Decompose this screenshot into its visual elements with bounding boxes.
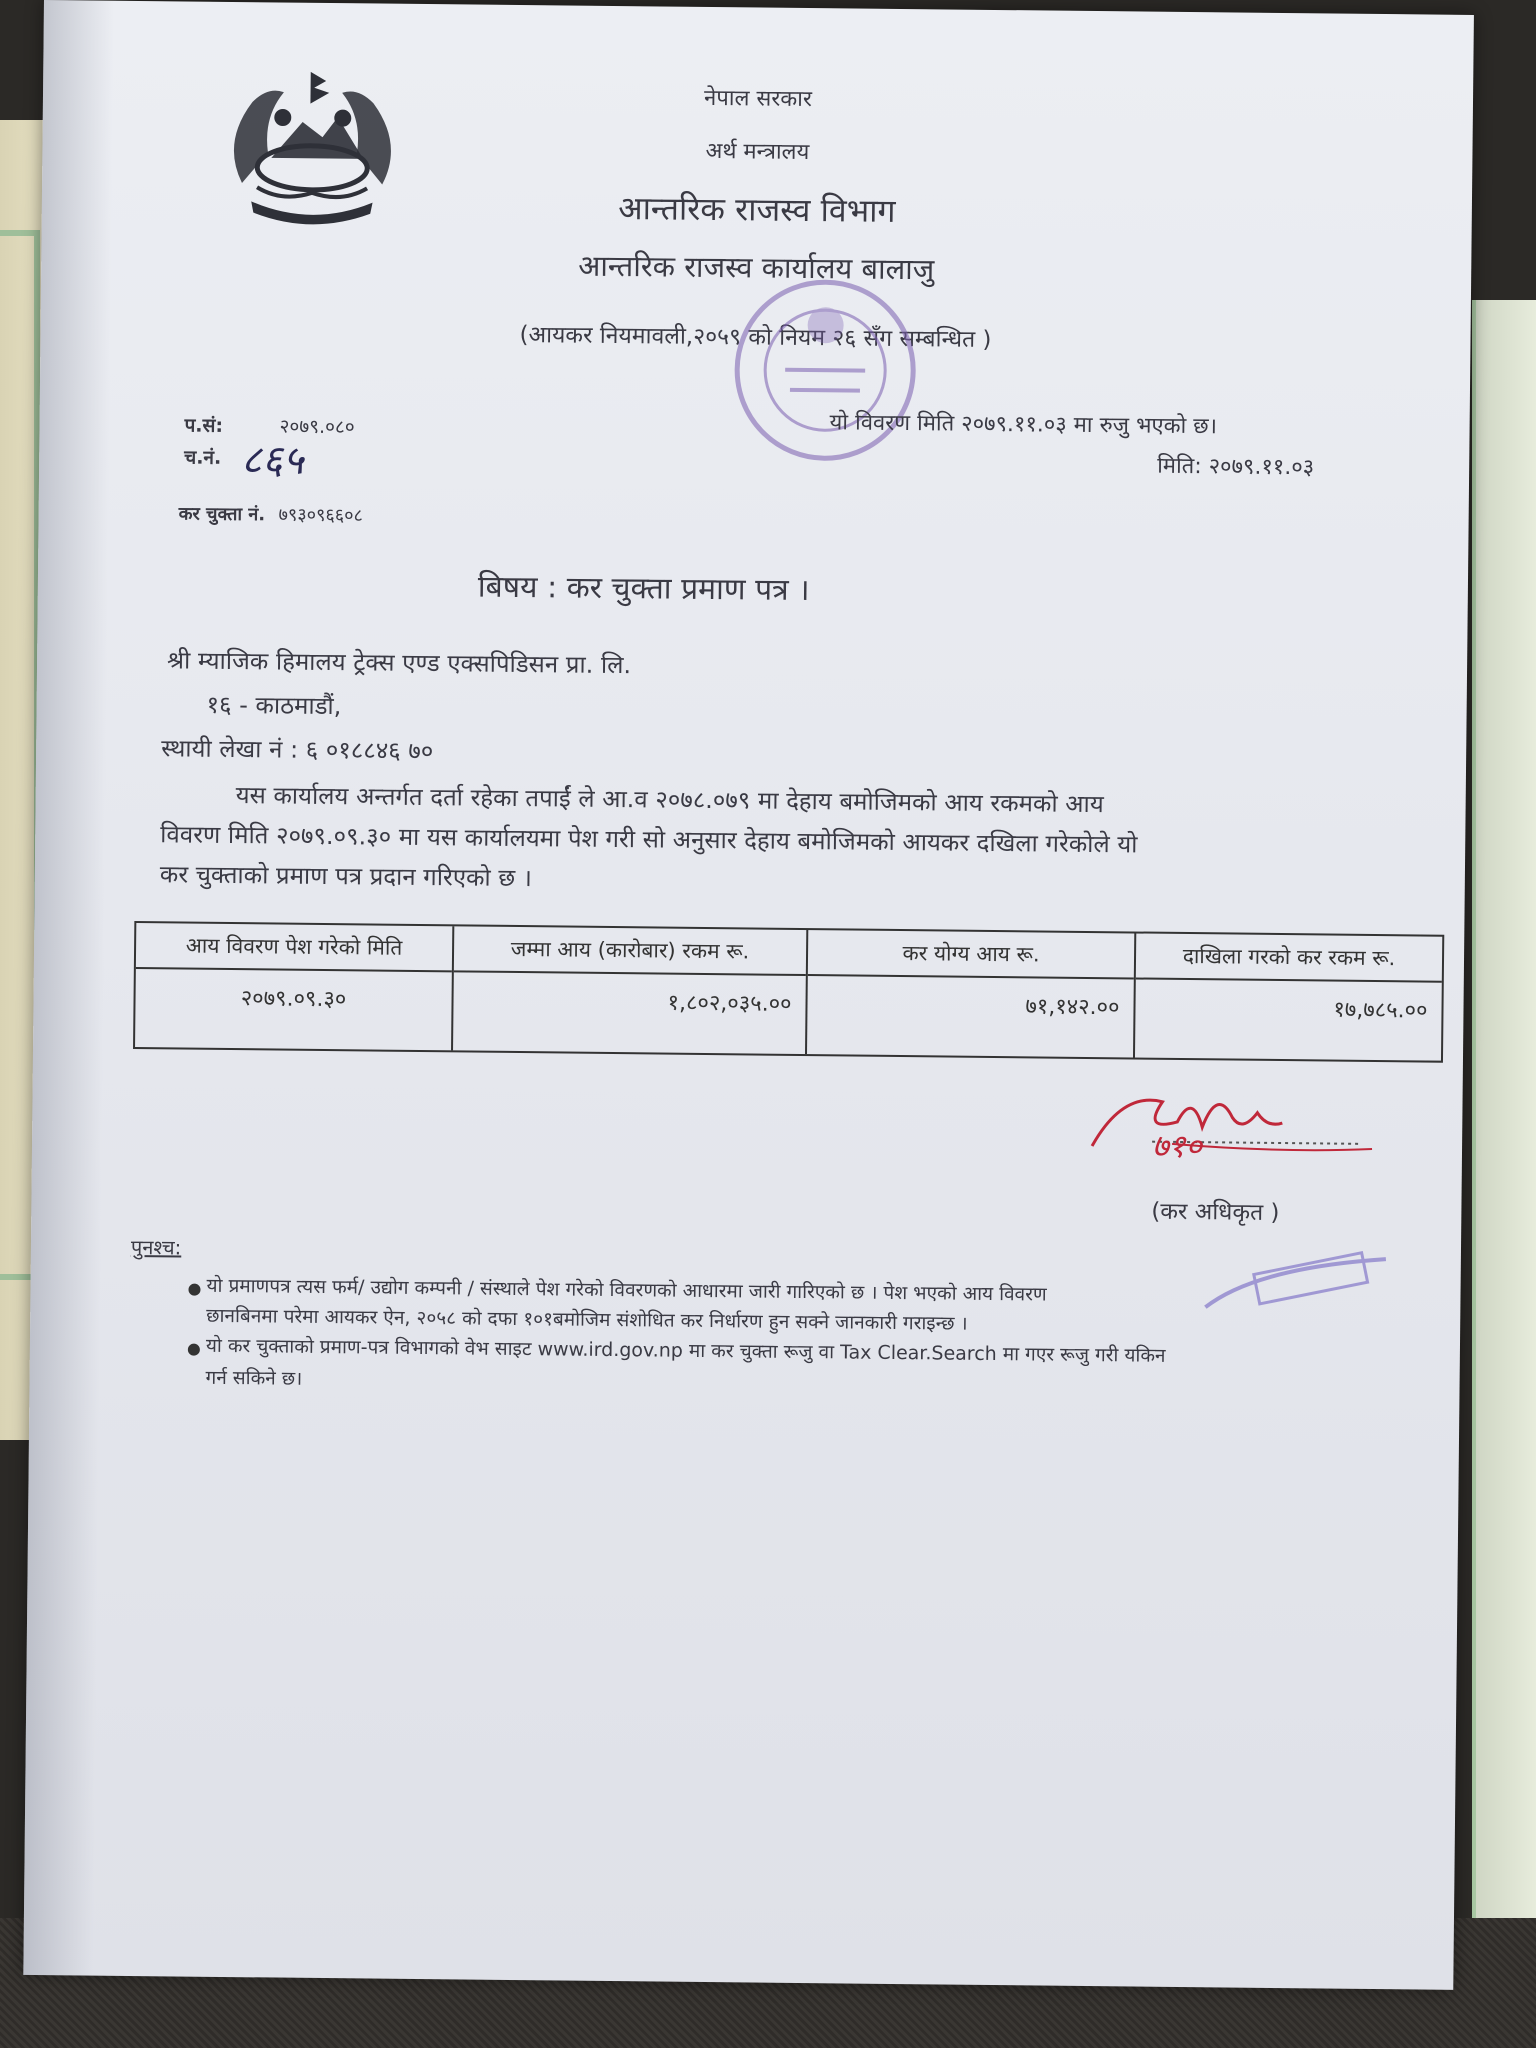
notes-heading: पुनश्च: bbox=[130, 1234, 182, 1260]
office-name: आन्तरिक राजस्व कार्यालय बालाजु bbox=[578, 248, 935, 287]
note-item-1-line-1: यो प्रमाणपत्र त्यस फर्म/ उद्योग कम्पनी / संस्थाले पेश गरेको विवरणको आधारमा जारी गारिएको छ । पेश भएको आय विवरण bbox=[206, 1274, 1047, 1306]
background-sheet-right bbox=[1472, 300, 1536, 1950]
table-cell: २०७९.०९.३० bbox=[240, 986, 347, 1013]
fiscal-value: २०७९.०८० bbox=[279, 415, 355, 439]
column-filing-date bbox=[135, 923, 454, 1050]
fiscal-label: प.सं: bbox=[184, 414, 224, 437]
verification-note: यो विवरण मिति २०७९.११.०३ मा रुजु भएको छ। bbox=[829, 410, 1218, 440]
note-item-2-line-1: यो कर चुक्ताको प्रमाण-पत्र विभागको वेभ साइट www.ird.gov.np मा कर चुक्ता रूजु वा Tax Clear.Search मा गएर रूजु गरी यकिन bbox=[205, 1334, 1166, 1367]
clearance-number: ७९३०९६६०८ bbox=[278, 504, 363, 527]
dispatch-number-handwritten: ८६५ bbox=[240, 437, 304, 484]
column-tax-paid bbox=[1135, 933, 1442, 1060]
body-line-2: विवरण मिति २०७९.०९.३० मा यस कार्यालयमा पेश गरी सो अनुसार देहाय बमोजिमको आयकर दखिला गरेकोले यो bbox=[160, 820, 1138, 859]
certificate-paper bbox=[23, 0, 1474, 1990]
bullet-icon bbox=[188, 1344, 200, 1356]
signature-number: ७१० bbox=[1151, 1126, 1203, 1166]
office-stamp-icon bbox=[724, 269, 926, 471]
table-cell: १७,७८५.०० bbox=[1333, 997, 1428, 1024]
officer-stamp-icon bbox=[1195, 1247, 1396, 1319]
table-header: दाखिला गरको कर रकम रू. bbox=[1136, 933, 1442, 982]
note-item-2-line-2: गर्न सकिने छ। bbox=[205, 1366, 303, 1390]
government-name: नेपाल सरकार bbox=[703, 85, 813, 113]
issue-date: मिति: २०७९.११.०३ bbox=[1157, 453, 1315, 481]
officer-title: (कर अधिकृत ) bbox=[1151, 1198, 1280, 1227]
subject-line: बिषय : कर चुक्ता प्रमाण पत्र । bbox=[477, 569, 810, 609]
column-taxable-income bbox=[807, 930, 1136, 1057]
recipient-name: श्री म्याजिक हिमालय ट्रेक्स एण्ड एक्सपिडिसन प्रा. लि. bbox=[166, 646, 632, 680]
table-header: कर योग्य आय रू. bbox=[808, 930, 1134, 979]
clearance-label: कर चुक्ता नं. bbox=[178, 503, 266, 526]
recipient-address: १६ - काठमाडौं, bbox=[206, 690, 342, 721]
department-name: आन्तरिक राजस्व विभाग bbox=[617, 189, 896, 230]
table-cell: १,८०२,०३५.०० bbox=[667, 990, 792, 1017]
ministry-name: अर्थ मन्त्रालय bbox=[705, 138, 810, 166]
table-header: जम्मा आय (कारोबार) रकम रू. bbox=[454, 926, 806, 976]
table-header: आय विवरण पेश गरेको मिति bbox=[136, 923, 452, 972]
body-line-3: कर चुक्ताको प्रमाण पत्र प्रदान गरिएको छ । bbox=[159, 860, 533, 893]
tax-table bbox=[133, 921, 1444, 1063]
body-line-1: यस कार्यालय अन्तर्गत दर्ता रहेका तपाईं ले आ.व २०७८.०७९ मा देहाय बमोजिमको आय रकमको आय bbox=[235, 781, 1104, 819]
note-item-1-line-2: छानबिनमा परेमा आयकर ऐन, २०५८ को दफा १०१बमोजिम संशोधित कर निर्धारण हुन सक्ने जानकारी गराइन्छ । bbox=[206, 1304, 968, 1335]
column-total-income bbox=[453, 926, 808, 1054]
dispatch-label: च.नं. bbox=[184, 446, 222, 469]
table-cell: ७१,१४२.०० bbox=[1025, 994, 1120, 1021]
pan-number: स्थायी लेखा नं : ६ ०१८८४६ ७० bbox=[161, 734, 434, 766]
officer-signature-icon bbox=[1081, 1071, 1402, 1214]
rule-reference: (आयकर नियमावली,२०५९ को नियम २६ सँग सम्बन्धित ) bbox=[519, 321, 992, 353]
bullet-icon bbox=[188, 1284, 200, 1296]
